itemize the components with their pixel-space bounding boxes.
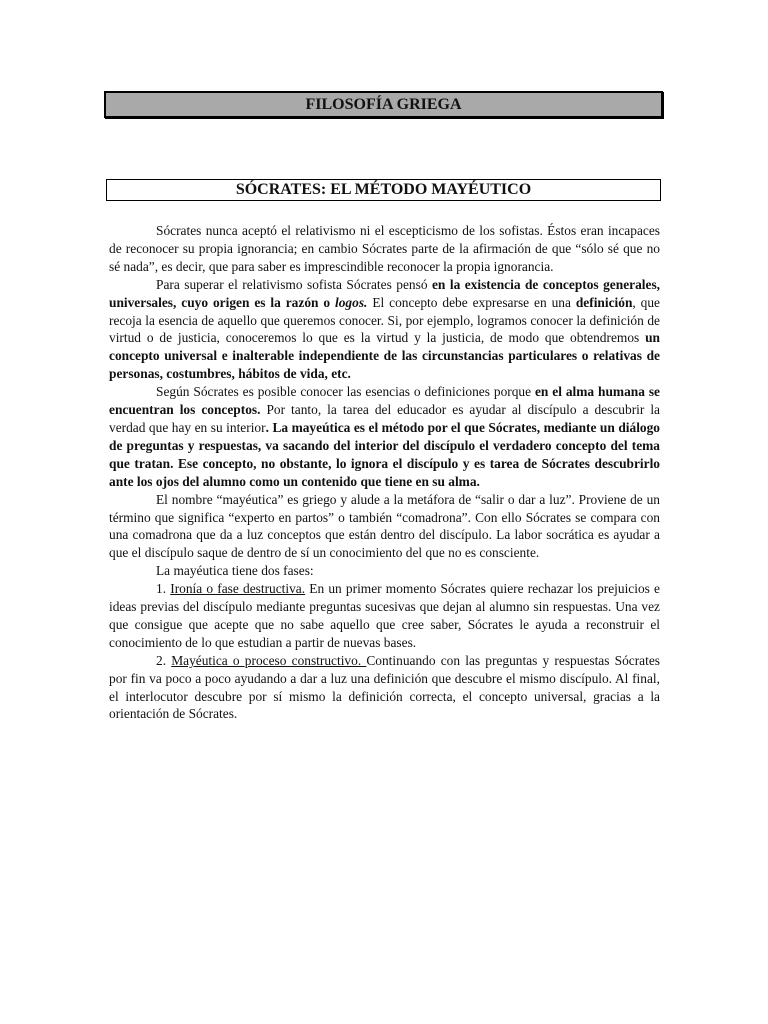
p2-bold-g: un concepto universal e inalterable independiente de las circunstancias particulares o relativas de personas, costumbres, hábitos de vida, etc.: [109, 330, 660, 382]
paragraph-4: El nombre “mayéutica” es griego y alude a la metáfora de “salir o dar a luz”. Proviene de un término que significa “experto en partos” o también “comadrona”. Con ello Sócrates se compara con una comadrona que da a luz conceptos que están dentro del discípulo. La labor socrática es ayudar a que el discípulo saque de dentro de sí un conocimiento del que no es consciente.: [109, 491, 660, 561]
p3-bold-d: . La mayeútica es el método por el que Sócrates, mediante un diálogo de preguntas y respuestas, va sacando del interior del discípulo el verdadero concepto del tema que tratan. Ese concepto, no obstante, lo ignora el discípulo y es tarea de Sócrates descubrirlo ante los ojos del alumno como un contenido que tiene en su alma.: [109, 419, 660, 489]
paragraph-2: [109, 276, 660, 383]
p3-text-a: Según Sócrates es posible conocer las esencias o definiciones porque: [156, 384, 535, 400]
p2-bold-italic-logos: logos.: [335, 294, 368, 310]
paragraph-6: [109, 580, 660, 652]
paragraph-1: Sócrates nunca aceptó el relativismo ni el escepticismo de los sofistas. Éstos eran incapaces de reconocer su propia ignorancia; en cambio Sócrates parte de la afirmación de que “sólo sé que no sé nada”, es decir, que para saber es imprescindible reconocer la propia ignorancia.: [109, 223, 660, 274]
p6-title: Ironía o fase destructiva.: [170, 581, 306, 597]
paragraph-5: La mayéutica tiene dos fases:: [156, 563, 314, 579]
document-body: [109, 222, 660, 723]
p2-text-a: Para superar el relativismo sofista Sócrates pensó: [156, 276, 432, 292]
p2-text-f: , que recoja la esencia de aquello que queremos conocer. Si, por ejemplo, logramos conocer la definición de virtud o de justicia, conoceremos lo que es la virtud y la justicia, de modo que obtendremos: [109, 294, 660, 346]
p2-text-d: El concepto debe expresarse en una: [367, 294, 576, 310]
paragraph-3: [109, 383, 660, 490]
section-title: SÓCRATES: EL MÉTODO MAYÉUTICO: [106, 179, 661, 201]
p3-text-c: Por tanto, la tarea del educador es ayudar al discípulo a descubrir la verdad que hay en su interior: [109, 402, 660, 435]
p7-title: Mayéutica o proceso constructivo.: [171, 652, 367, 668]
paragraph-7: [109, 652, 660, 724]
p6-number: 1.: [156, 581, 171, 597]
p2-bold-definicion: definición: [575, 294, 633, 310]
p2-bold-b: en la existencia de conceptos generales, universales, cuyo origen es la razón o: [109, 276, 660, 310]
p6-text: En un primer momento Sócrates quiere rechazar los prejuicios e ideas previas del discípulo mediante preguntas sucesivas que dejan al alumno sin respuestas. Una vez que consigue que acepte que no sabe aquello que cree saber, Sócrates le ayuda a reconstruir el conocimiento de lo que estudian a partir de nuevas bases.: [109, 581, 660, 650]
p7-text: Continuando con las preguntas y respuestas Sócrates por fin va poco a poco ayudando a dar a luz una definición que descubre el mismo discípulo. Al final, el interlocutor descubre por sí mismo la definición correcta, el concepto universal, gracias a la orientación de Sócrates.: [109, 652, 660, 722]
p3-bold-b: en el alma humana se encuentran los conceptos.: [109, 384, 660, 418]
page-title: FILOSOFÍA GRIEGA: [104, 91, 663, 118]
p7-number: 2.: [156, 652, 172, 668]
